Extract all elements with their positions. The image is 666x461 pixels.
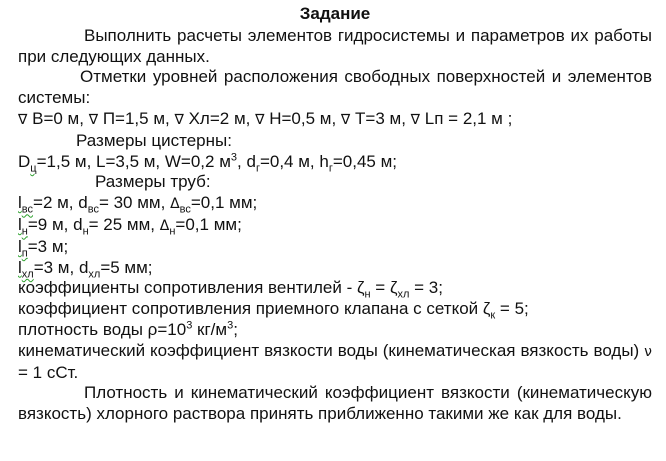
valve-coef-z2-sub: хл xyxy=(397,288,410,301)
pipe-n-delta-value: =0,1 мм; xyxy=(175,214,242,234)
pipe-xl-d-sub: хл xyxy=(88,267,101,280)
pipe-p-l: l xyxy=(18,236,22,256)
pipe-n-l-sub: н xyxy=(21,225,28,238)
pipe-xl-l-value: =3 м, d xyxy=(33,257,89,277)
pipe-n-delta-sub: н xyxy=(169,225,176,238)
tank-d-symbol: D xyxy=(18,151,31,171)
density-unit-exp: 3 xyxy=(227,319,234,332)
tank-dims-values: =1,5 м, L=3,5 м, W=0,2 м xyxy=(36,151,231,171)
level-mark-icon: ∇ xyxy=(174,111,184,128)
pipe-n-d-sub: н xyxy=(82,225,89,238)
page-title: Задание xyxy=(299,4,371,23)
level-t: Т=3 м, xyxy=(355,108,406,128)
delta-symbol: Δ xyxy=(159,217,170,234)
viscosity-paragraph xyxy=(18,341,652,384)
pipe-vs-l: l xyxy=(18,193,22,213)
pipe-vs-d-sub: вс xyxy=(87,203,99,216)
pipe-n-l-value: =9 м, d xyxy=(27,214,83,234)
pipe-xl-line xyxy=(18,258,652,279)
tank-w-sup: 3 xyxy=(230,150,238,163)
pipe-xl-d-value: =5 мм; xyxy=(100,257,153,277)
density-end: ; xyxy=(233,319,238,339)
zeta-symbol: ζ xyxy=(482,299,491,319)
tank-dg-symbol: , d xyxy=(237,151,256,171)
tank-hg-sub: г xyxy=(328,161,333,174)
closing-paragraph: Плотность и кинематический коэффициент вязкости (кинематическую вязкость) хлорного раствора принять приближенно такими же как для воды. xyxy=(18,383,652,424)
tank-dg-sub: г xyxy=(255,161,260,174)
level-mark-icon: ∇ xyxy=(340,111,351,128)
tank-hg-value: =0,45 м; xyxy=(332,151,397,171)
pipe-vs-delta-sub: вс xyxy=(179,203,191,216)
pipe-n-line xyxy=(18,215,652,237)
pipe-vs-l-value: =2 м, d xyxy=(33,193,88,213)
delta-symbol: Δ xyxy=(170,196,180,213)
pipes-heading: Размеры труб: xyxy=(95,172,211,192)
density-exp: 3 xyxy=(186,319,193,332)
pipe-p-line xyxy=(18,237,652,258)
zeta-symbol: ζ xyxy=(389,278,398,298)
intake-coef-value: = 5; xyxy=(495,299,529,319)
intake-coef-text: коэффициент сопротивления приемного клапана с сеткой xyxy=(18,299,483,319)
pipe-p-l-sub: п xyxy=(21,247,28,260)
intake-coef-sub: к xyxy=(490,309,496,322)
levels-heading: Отметки уровней расположения свободных поверхностей и элементов системы: xyxy=(18,67,652,108)
level-xl: Хл=2 м, xyxy=(188,108,251,128)
level-mark-icon: ∇ xyxy=(88,111,99,128)
intake-coef-line xyxy=(18,299,652,320)
valve-coef-line xyxy=(18,278,652,299)
levels-line xyxy=(18,109,652,131)
pipe-n-d-value: = 25 мм, xyxy=(88,214,160,234)
level-b: B=0 м, xyxy=(32,108,84,128)
nu-symbol: ν xyxy=(644,343,652,360)
viscosity-text: кинематический коэффициент вязкости воды (кинематическая вязкость воды) xyxy=(18,340,645,360)
intro-paragraph: Выполнить расчеты элементов гидросистемы и параметров их работы при следующих данных. xyxy=(18,25,652,66)
tank-d-sub: ц xyxy=(30,161,37,174)
viscosity-value: = 1 сСт. xyxy=(18,362,79,382)
tank-dimensions xyxy=(18,152,652,173)
pipe-xl-l: l xyxy=(18,257,22,277)
pipe-vs-delta-value: =0,1 мм; xyxy=(190,193,258,213)
level-mark-icon: ∇ xyxy=(255,111,265,128)
pipe-n-l: l xyxy=(18,214,22,234)
level-h: H=0,5 м, xyxy=(269,108,337,128)
density-unit: кг/м xyxy=(192,319,228,339)
level-p: П=1,5 м, xyxy=(102,108,170,128)
valve-coef-eq: = xyxy=(370,278,390,298)
pipe-xl-l-sub: хл xyxy=(21,267,34,280)
pipe-vs-d-value: = 30 мм, xyxy=(98,193,171,213)
density-line xyxy=(18,320,652,341)
tank-heading: Размеры цистерны: xyxy=(76,130,232,150)
valve-coef-z1-sub: н xyxy=(364,288,371,301)
pipe-vs-l-sub: вс xyxy=(21,203,34,216)
level-mark-icon: ∇ xyxy=(18,111,28,128)
valve-coef-text: коэффициенты сопротивления вентилей - xyxy=(18,278,357,298)
level-ln: Lп = 2,1 м ; xyxy=(424,108,513,128)
valve-coef-value: = 3; xyxy=(409,278,443,298)
pipe-p-l-value: =3 м; xyxy=(27,236,69,256)
level-mark-icon: ∇ xyxy=(410,111,421,128)
density-text: плотность воды ρ=10 xyxy=(18,319,187,339)
pipe-vs-line xyxy=(18,193,652,215)
tank-dg-value: =0,4 м, h xyxy=(259,151,329,171)
zeta-symbol: ζ xyxy=(356,278,365,298)
